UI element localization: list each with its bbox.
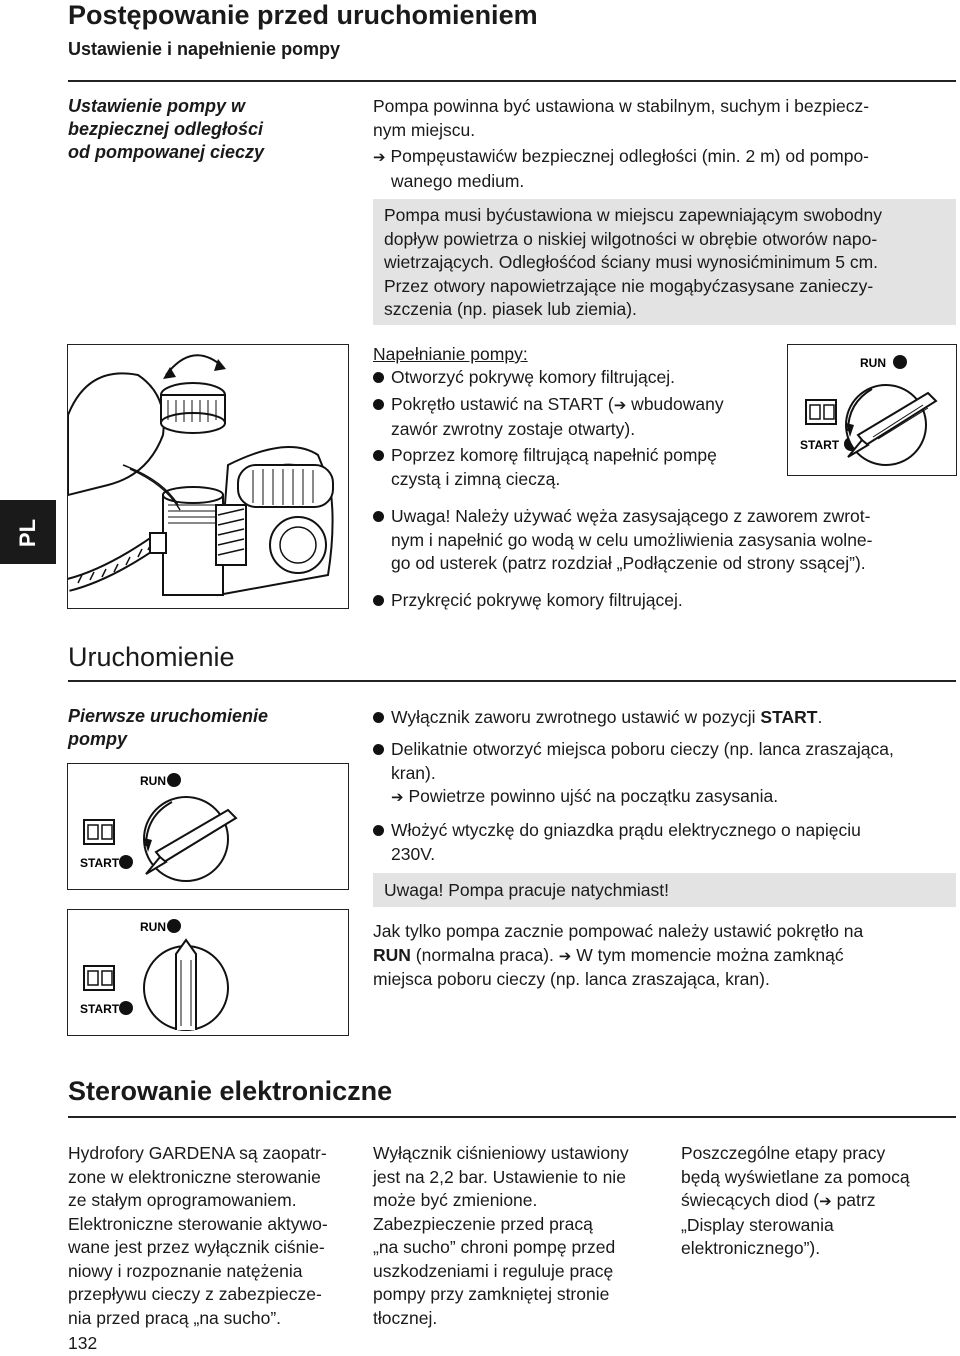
section-heading-electronics: Sterowanie elektroniczne	[68, 1076, 393, 1106]
startup-step-3: Włożyć wtyczkę do gniazdka prądu elektrycznego o napięciu 230V.	[373, 819, 861, 866]
valve-dial-start-illustration	[787, 344, 957, 476]
valve-dial-start-illustration-2	[67, 763, 349, 890]
page-number: 132	[68, 1333, 98, 1353]
startup-step-2: Delikatnie otworzyć miejsca poboru cieczy (np. lanca zraszająca, kran). ➔ Powietrze powinno ujść na początku zasysania.	[373, 738, 894, 810]
dial-run-label: RUN	[140, 774, 166, 788]
side-label-placement: Ustawienie pompy w bezpiecznej odległości od pompowanej cieczy	[68, 96, 265, 162]
bullet-icon	[373, 511, 384, 522]
divider	[68, 80, 956, 82]
electronics-column-3: Poszczególne etapy pracy będą wyświetlane za pomocą świecących diod (➔ patrz „Display sterowania elektronicznego”).	[681, 1143, 910, 1258]
filling-step-3: Poprzez komorę filtrującą napełnić pompę czystą i zimną cieczą.	[373, 444, 717, 491]
divider	[68, 680, 956, 682]
filling-step-4: Przykręcić pokrywę komory filtrującej.	[373, 589, 683, 613]
filling-step-1: Otworzyć pokrywę komory filtrującej.	[373, 366, 675, 390]
arrow-right-icon: ➔	[391, 788, 404, 806]
language-tab: PL	[0, 500, 56, 564]
valve-dial-run-illustration	[67, 909, 349, 1036]
page-subtitle: Ustawienie i napełnienie pompy	[68, 39, 341, 59]
startup-step-1: Wyłącznik zaworu zwrotnego ustawić w pozycji START.	[373, 706, 822, 730]
bullet-icon	[373, 399, 384, 410]
filling-step-2: Pokrętło ustawić na START (➔ wbudowany zawór zwrotny zostaje otwarty).	[373, 393, 724, 441]
bullet-icon	[373, 712, 384, 723]
arrow-right-icon: ➔	[373, 148, 386, 166]
side-label-first-start: Pierwsze uruchomienie pompy	[68, 706, 269, 749]
bullet-icon	[373, 372, 384, 383]
arrow-right-icon: ➔	[613, 396, 627, 414]
page-title: Postępowanie przed uruchomieniem	[68, 0, 538, 30]
filling-warning: Uwaga! Należy używać węża zasysającego z zaworem zwrot- nym i napełnić go wodą w celu umożliwienia zasysania wolne- go od usterek (patrz rozdział „Podłączenie od strony ssącej”).	[373, 505, 873, 576]
bullet-icon	[373, 825, 384, 836]
dial-run-label: RUN	[140, 920, 166, 934]
pump-filling-illustration	[67, 344, 349, 609]
electronics-column-1: Hydrofory GARDENA są zaopatr- zone w elektroniczne sterowanie ze stałym oprogramowaniem. Elektroniczne sterowanie aktywo- wane jest przez wyłącznik ciśnie- niowy i rozpoznanie natężenia przepływu cieczy z zabezpiecze- nia przed pracą „na sucho”.	[68, 1143, 328, 1328]
filling-title: Napełnianie pompy:	[373, 344, 528, 364]
bullet-icon	[373, 595, 384, 606]
dial-start-label: START	[80, 1002, 120, 1016]
bullet-icon	[373, 744, 384, 755]
placement-arrow-note: ➔ Pompęustawićw bezpiecznej odległości (min. 2 m) od pompo- wanego medium.	[373, 146, 870, 191]
dial-start-label: START	[800, 438, 840, 452]
bullet-icon	[373, 450, 384, 461]
arrow-right-icon: ➔	[819, 1192, 832, 1210]
divider	[68, 1116, 956, 1118]
electronics-column-2: Wyłącznik ciśnieniowy ustawiony jest na 2,2 bar. Ustawienie to nie może być zmienione. Zabezpieczenie przed pracą „na sucho” chroni pompę przed uszkodzeniami i reguluje pracę pompy przy zamkniętej stronie tłocznej.	[373, 1143, 629, 1328]
placement-paragraph: Pompa powinna być ustawiona w stabilnym, suchym i bezpiecz- nym miejscu.	[373, 96, 870, 140]
dial-run-label: RUN	[860, 356, 886, 370]
arrow-right-icon: ➔	[558, 946, 572, 965]
dial-start-label: START	[80, 856, 120, 870]
ventilation-note: Pompa musi byćustawiona w miejscu zapewniającym swobodny dopływ powietrza o niskiej wilgotności w obrębie otworów napo- wietrzających. Odległośćod ściany musi wynosićminimum 5 cm. Przez otwory napowietrzające nie mogąbyćzasysane zanieczy- szczenia (np. piasek lub ziemia).	[384, 205, 882, 319]
run-position-paragraph: Jak tylko pompa zacznie pompować należy ustawić pokrętło na RUN (normalna praca). ➔ W tym momencie można zamknąć miejsca poboru cieczy (np. lanca zraszająca, kran).	[373, 921, 864, 989]
immediate-start-warning: Uwaga! Pompa pracuje natychmiast!	[384, 880, 669, 900]
section-heading-startup: Uruchomienie	[68, 642, 235, 672]
